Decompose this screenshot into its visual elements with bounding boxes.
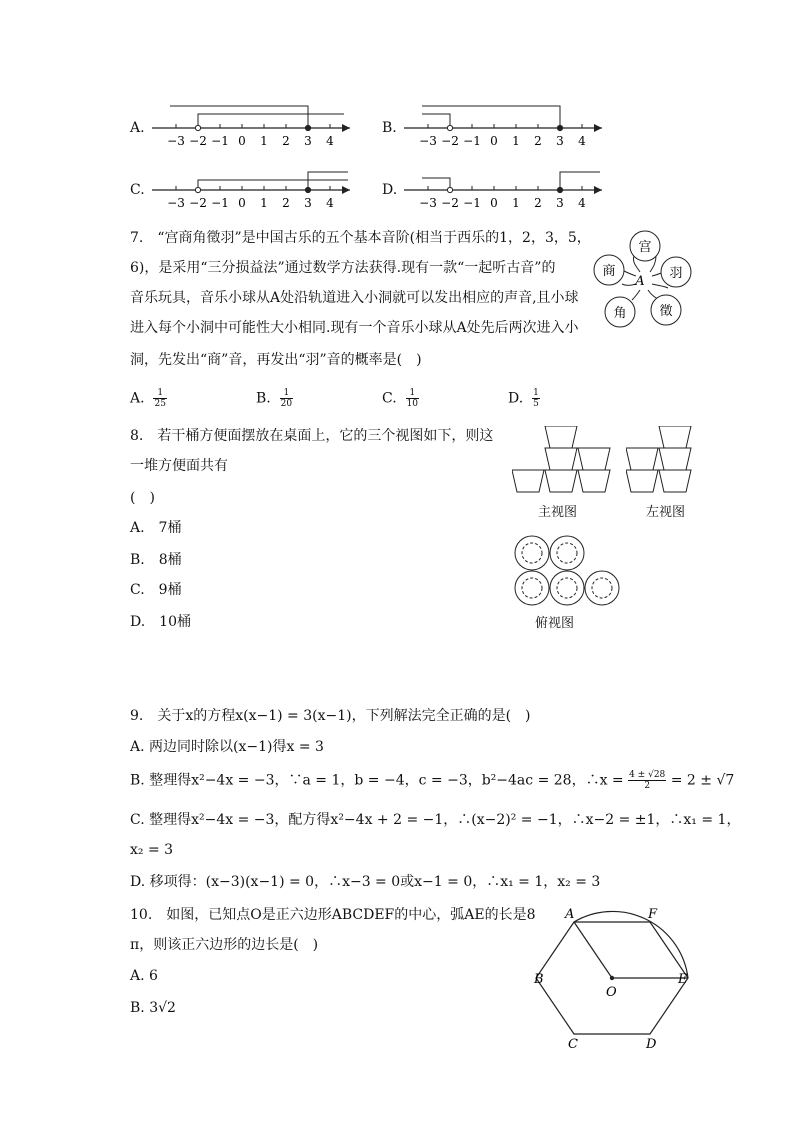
q8-front-view [512,426,612,494]
closed-endpoint-3 [557,125,562,130]
tick-label: −3 [419,134,437,148]
q10-segment-ao [574,922,612,978]
q8-stem-line-1: 8. 若干桶方便面摆放在桌面上，它的三个视图如下，则这 [130,428,494,444]
closed-endpoint-3 [305,125,310,130]
q10-stem-line-2: π，则该正六边形的边长是( ) [130,937,319,953]
tick-label: 4 [326,134,334,148]
q10-vertex-label-c: C [568,1037,578,1050]
q10-vertex-label-e: E [678,972,688,987]
q9-option-c-line-1: C. 整理得x²−4x = −3，配方得x²−4x + 2 = −1，∴(x−2)² = −1，∴x−2 = ±1，∴x₁ = 1， [130,812,741,828]
q10-center-point [610,976,614,980]
q8-option-a: A. 7桶 [130,520,182,536]
tick-label: 2 [534,196,542,210]
tick-label: 0 [238,134,246,148]
tick-label: −3 [419,196,437,210]
q8-option-d: D. 10桶 [130,614,191,630]
tick-label: −3 [167,134,185,148]
q6-numberline-a [150,100,360,150]
q7-hole-label-shang: 商 [602,264,616,279]
q8-left-view [626,426,694,494]
q7-stem-line-1: 7. “宫商角徵羽”是中国古乐的五个基本音阶(相当于西乐的1，2，3，5， [130,230,591,246]
q10-hexagon-diagram [528,904,696,1050]
closed-endpoint-3 [305,187,310,192]
q7-hole-label-jue: 角 [613,306,627,321]
open-endpoint-neg2 [195,125,200,130]
tick-label: −1 [211,196,229,210]
q10-vertex-label-b: B [534,972,544,987]
q7-option-a: A. $\frac{1}{25}$ [130,388,166,409]
q8-top-view [512,535,622,607]
q7-stem-line-4: 进入每个小洞中可能性大小相同.现有一个音乐小球从A处先后两次进入小 [130,320,579,336]
tick-label: 2 [282,196,290,210]
q10-vertex-label-f: F [648,907,658,922]
tick-label: −3 [167,196,185,210]
q7-hole-label-gong: 宫 [638,240,652,255]
tick-label: 4 [326,196,334,210]
tick-label: 2 [534,134,542,148]
q6-numberline-b [402,100,612,150]
q8-option-b: B. 8桶 [130,552,182,568]
q6-option-c-label: C. [130,182,145,198]
q7-hole-label-zhi: 徵 [659,304,673,319]
q9-option-d: D. 移项得：(x−3)(x−1) = 0，∴x−3 = 0或x−1 = 0，∴x₁ = 1，x₂ = 3 [130,874,601,890]
tick-label: 1 [260,134,268,148]
q9-stem: 9. 关于x的方程x(x−1) = 3(x−1)，下列解法完全正确的是( ) [130,708,531,724]
q8-stem-line-2: 一堆方便面共有 [130,458,228,474]
q9-option-c-line-2: x₂ = 3 [130,842,174,858]
tick-label: 4 [578,134,586,148]
region-left-from-3 [422,106,560,128]
q9-option-b: B. 整理得x²−4x = −3，∵a = 1，b = −4，c = −3，b²−4ac = 28，∴x = $\frac{4 \pm √28}{2}$ = 2 ± √7 [130,770,735,791]
q6-option-d-label: D. [382,182,398,198]
tick-label: −2 [189,196,207,210]
tick-label: 3 [304,134,312,148]
tick-label: 3 [556,196,564,210]
q8-left-view-label: 左视图 [646,505,686,520]
region-left-from-3 [170,106,308,128]
open-endpoint-neg2 [447,187,452,192]
q6-numberline-d [402,162,612,212]
q10-vertex-label-a: A [565,907,575,922]
q6-numberline-c [150,162,360,212]
q10-option-b: B. 3√2 [130,1000,176,1016]
tick-label: 2 [282,134,290,148]
tick-label: 1 [512,196,520,210]
axis-arrow [342,124,350,132]
tick-label: 1 [260,196,268,210]
tick-label: 4 [578,196,586,210]
q7-stem-line-2: 6)，是采用“三分损益法”通过数学方法获得.现有一款“一起听古音”的 [130,260,556,276]
region-left-from-neg2 [422,178,450,190]
q6-option-b-label: B. [382,120,397,136]
q7-option-c: C. $\frac{1}{10}$ [382,388,419,409]
tick-label: −2 [441,134,459,148]
q10-option-a: A. 6 [130,968,158,984]
q7-stem-line-5: 洞，先发出“商”音，再发出“羽”音的概率是( ) [130,352,422,368]
q7-stem-line-3: 音乐玩具，音乐小球从A处沿轨道进入小洞就可以发出相应的声音,且小球 [130,290,579,306]
tick-label: 1 [512,134,520,148]
tick-label: 0 [238,196,246,210]
q10-center-label-o: O [606,985,617,1000]
q7-center-label: A [635,274,645,289]
axis-arrow [342,186,350,194]
q8-top-view-label: 俯视图 [535,616,575,631]
tick-label: 3 [556,134,564,148]
tick-label: −1 [463,134,481,148]
q10-stem-line-1: 10. 如图，已知点O是正六边形ABCDEF的中心，弧AE的长是8 [130,907,536,923]
q7-hole-label-yu: 羽 [669,266,683,281]
tick-label: −2 [189,134,207,148]
q7-music-toy-diagram [590,228,700,330]
tick-label: −1 [211,134,229,148]
q6-option-a-label: A. [130,120,145,136]
axis-arrow [594,186,602,194]
q7-option-d: D. $\frac{1}{5}$ [508,388,539,409]
open-endpoint-neg2 [195,187,200,192]
open-endpoint-neg2 [447,125,452,130]
region-left-from-neg2 [422,114,450,128]
q10-vertex-label-d: D [646,1037,657,1050]
q7-option-b: B. $\frac{1}{20}$ [256,388,293,409]
q8-stem-line-3: ( ) [130,490,155,506]
q8-front-view-label: 主视图 [538,505,578,520]
tick-label: 0 [490,134,498,148]
q9-option-a: A. 两边同时除以(x−1)得x = 3 [130,739,324,755]
tick-label: −2 [441,196,459,210]
q8-option-c: C. 9桶 [130,582,182,598]
closed-endpoint-3 [557,187,562,192]
axis-arrow [594,124,602,132]
tick-label: 3 [304,196,312,210]
tick-label: −1 [463,196,481,210]
tick-label: 0 [490,196,498,210]
